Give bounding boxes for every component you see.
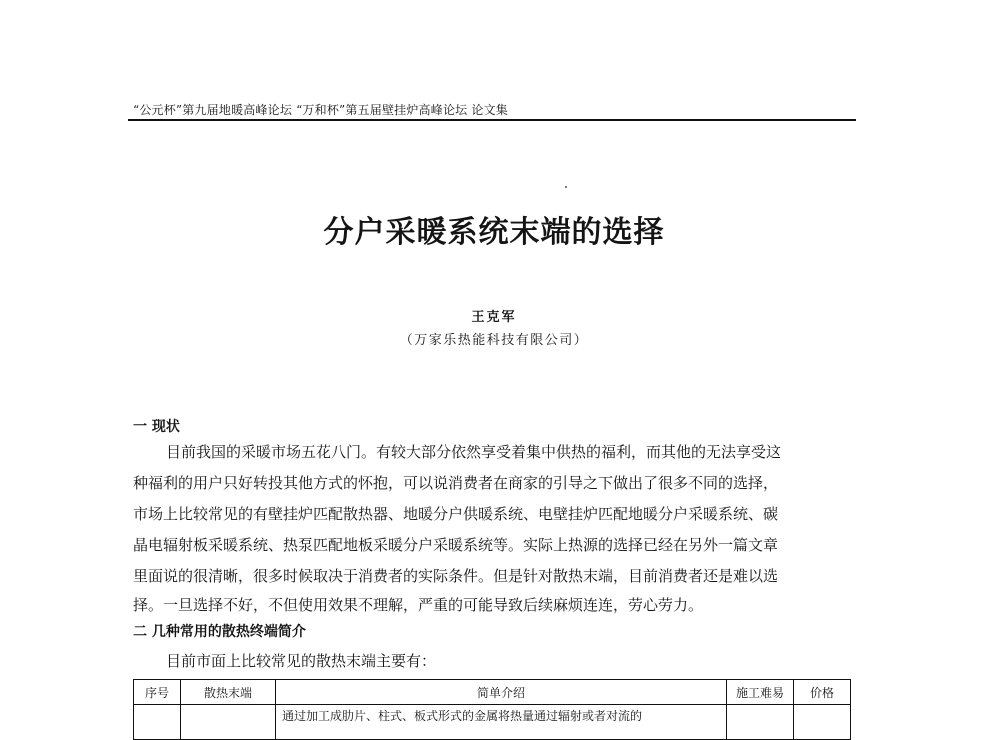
paragraph-line: 里面说的很清晰，很多时候取决于消费者的实际条件。但是针对散热末端，目前消费者还是难以选 bbox=[133, 567, 779, 585]
paragraph-line: 目前我国的采暖市场五花八门。有较大部分依然享受着集中供热的福利，而其他的无法享受这 bbox=[166, 443, 782, 461]
table-header-row bbox=[134, 680, 851, 705]
section-heading-terminals: 二 几种常用的散热终端简介 bbox=[133, 624, 306, 640]
table-cell bbox=[794, 705, 851, 740]
col-header-description: 简单介绍 bbox=[276, 680, 727, 705]
terminals-table bbox=[133, 679, 851, 740]
author-name: 王克军 bbox=[471, 310, 517, 325]
article-title: 分户采暖系统末端的选择 bbox=[323, 215, 665, 250]
section-intro: 目前市面上比较常见的散热末端主要有： bbox=[166, 652, 437, 670]
table-cell bbox=[181, 705, 276, 740]
col-header-index: 序号 bbox=[134, 680, 181, 705]
header-rule bbox=[128, 119, 856, 121]
table-cell bbox=[134, 705, 181, 740]
col-header-difficulty: 施工难易 bbox=[727, 680, 794, 705]
paragraph-line: 种福利的用户只好转投其他方式的怀抱，可以说消费者在商家的引导之下做出了很多不同的选择， bbox=[133, 474, 779, 492]
running-head: “公元杯”第九届地暖高峰论坛 “万和杯”第五届壁挂炉高峰论坛 论文集 bbox=[133, 103, 508, 117]
section-heading-status: 一 现状 bbox=[133, 419, 180, 435]
speck bbox=[565, 186, 567, 188]
paragraph-line: 市场上比较常见的有壁挂炉匹配散热器、地暖分户供暖系统、电壁挂炉匹配地暖分户采暖系统、碳 bbox=[133, 505, 779, 523]
table-cell bbox=[727, 705, 794, 740]
table-cell: 通过加工成肋片、柱式、板式形式的金属将热量通过辐射或者对流的 bbox=[276, 705, 727, 740]
col-header-terminal: 散热末端 bbox=[181, 680, 276, 705]
author-affiliation: （万家乐热能科技有限公司） bbox=[399, 333, 589, 348]
paragraph-line: 晶电辐射板采暖系统、热泵匹配地板采暖分户采暖系统等。实际上热源的选择已经在另外一篇文章 bbox=[133, 536, 779, 554]
table-row bbox=[134, 705, 851, 740]
col-header-price: 价格 bbox=[794, 680, 851, 705]
paragraph-line: 择。一旦选择不好，不但使用效果不理解，严重的可能导致后续麻烦连连，劳心劳力。 bbox=[133, 596, 704, 614]
